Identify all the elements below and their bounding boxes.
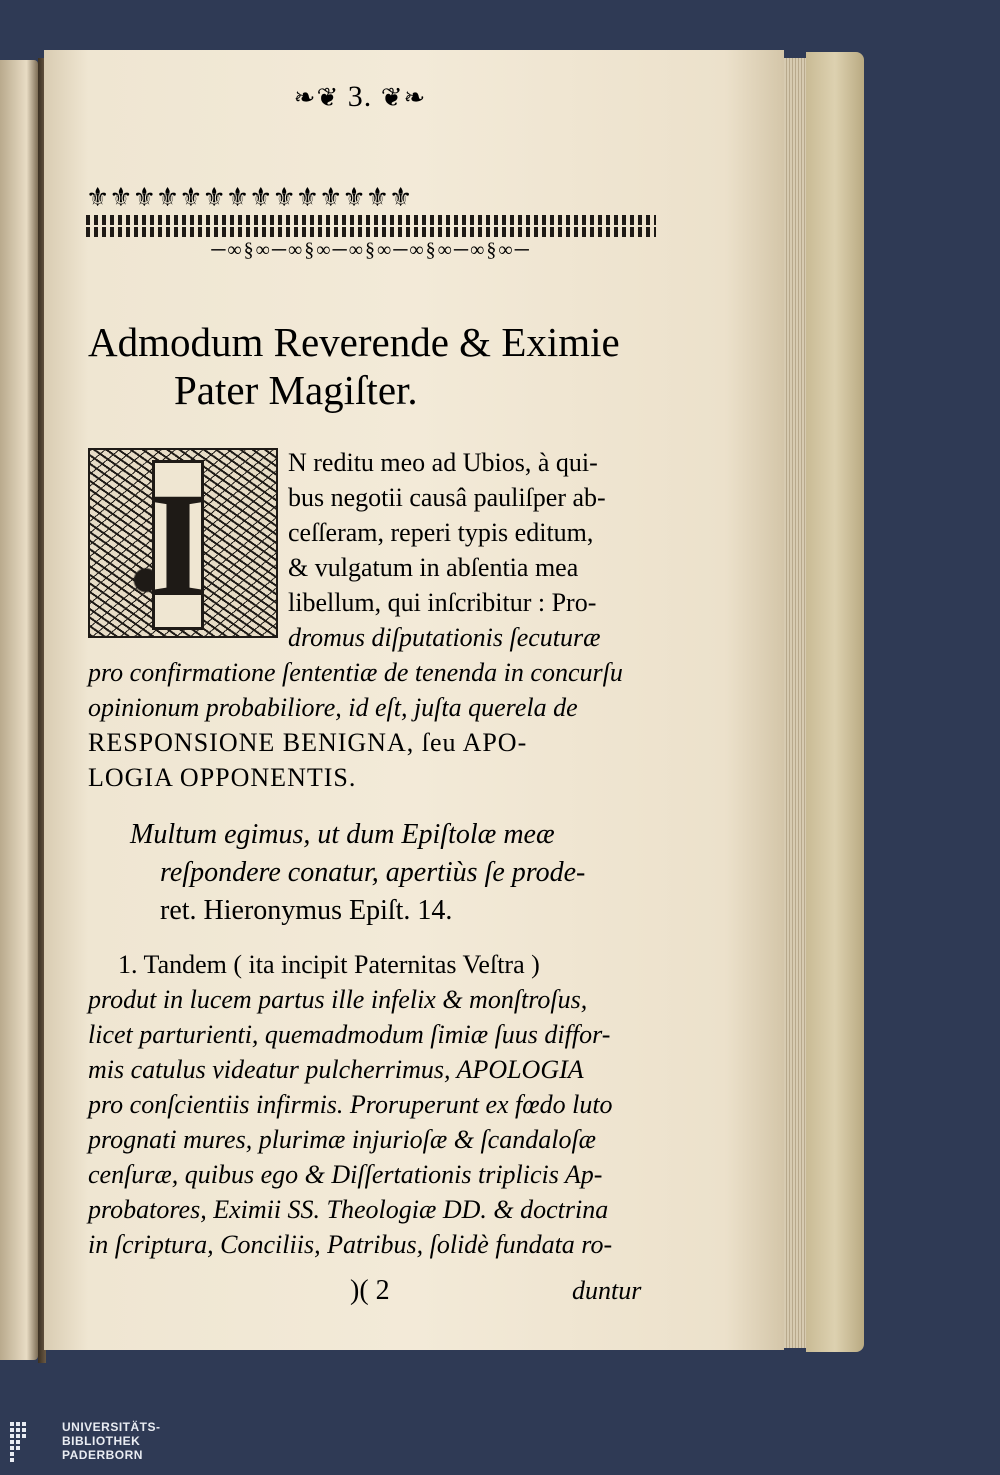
text-line: N reditu meo ad Ubios, à qui- [288,448,598,477]
text-line: RESPONSIONE BENIGNA, ſeu APO- [88,728,528,757]
quote-line: reſpondere conatur, apertiùs ſe prode- [160,857,586,888]
page-title [88,318,620,414]
text-line: ceſſeram, reperi typis editum, [288,518,594,547]
ornament-wavy-row: ─∞§∞─∞§∞─∞§∞─∞§∞─∞§∞─ [211,239,531,261]
text-line: pro confirmatione ſententiæ de tenenda in concurſu [88,658,623,687]
ornament-band [86,227,656,237]
text-line: 1. Tandem ( ita incipit Paternitas Veſtra ) [118,950,540,979]
library-name-line: BIBLIOTHEK [62,1434,141,1448]
title-line-2: Pater Magiſter. [174,367,418,413]
page-number: 3. [347,80,373,113]
page-header [210,80,510,114]
text-line: prognati mures, plurimæ injurioſæ & ſcandaloſæ [88,1125,597,1154]
decorated-initial [88,448,278,638]
headpiece-ornament [86,183,656,283]
text-line: libellum, qui inſcribitur : Pro- [288,588,597,617]
text-line: probatores, Eximii SS. Theologiæ DD. & doctrina [88,1195,609,1224]
text-line: & vulgatum in abſentia mea [288,553,579,582]
ornament-glyph-row: ⚜⚜⚜⚜⚜⚜⚜⚜⚜⚜⚜⚜⚜⚜ [86,183,413,212]
text-line: pro conſcientiis infirmis. Proruperunt ex fœdo luto [88,1090,613,1119]
left-page-edge [0,60,38,1360]
quote-line: ret. Hieronymus Epiſt. 14. [160,895,453,926]
library-name-line: UNIVERSITÄTS- [62,1420,161,1434]
text-line: bus negotii causâ pauliſper ab- [288,483,606,512]
ornament-band [86,215,656,225]
quote-line: Multum egimus, ut dum Epiſtolæ meæ [130,819,555,850]
text-line: mis catulus videatur pulcherrimus, APOLOGIA [88,1055,584,1084]
book-cover [806,52,864,1352]
library-name [62,1420,161,1462]
header-fleuron-right: ❦❧ [380,83,427,112]
catchword: duntur [572,1276,642,1305]
text-line: licet parturienti, quemadmodum ſimiæ ſuus diffor- [88,1020,611,1049]
text-line: produt in lucem partus ille infelix & monſtroſus, [88,985,588,1014]
initial-letter: I [148,462,208,628]
header-fleuron-left: ❧❦ [293,83,340,112]
library-name-line: PADERBORN [62,1448,143,1462]
text-line: in ſcriptura, Conciliis, Patribus, ſolidè fundata ro- [88,1230,613,1259]
title-line-1: Admodum Reverende & Eximie [88,319,620,365]
text-line: cenſuræ, quibus ego & Diſſertationis triplicis Ap- [88,1160,603,1189]
signature-mark: )( 2 [350,1275,390,1306]
text-line: opinionum probabiliore, id eſt, juſta querela de [88,693,578,722]
text-line: dromus diſputationis ſecuturæ [288,623,601,652]
page-block-edge [784,58,806,1348]
library-logo-icon [8,1418,48,1466]
text-line: LOGIA OPPONENTIS. [88,763,357,792]
